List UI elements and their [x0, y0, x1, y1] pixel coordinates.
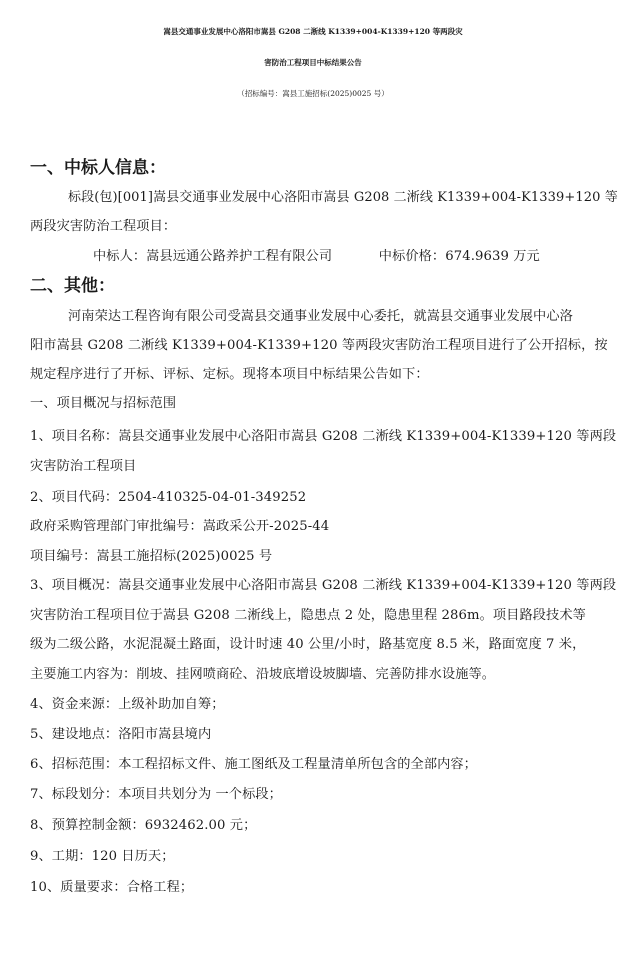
body-line: 8、预算控制金额：6932462.00 元；: [30, 818, 257, 833]
body-line: 1、项目名称：嵩县交通事业发展中心洛阳市嵩县 G208 二淅线 K1339+004-K1339+120 等两段: [30, 429, 617, 444]
body-line: 主要施工内容为：削坡、挂网喷商砼、沿坡底增设坡脚墙、完善防排水设施等。: [30, 667, 496, 682]
body-line: 2、项目代码：2504-410325-04-01-349252: [30, 490, 307, 505]
body-line: 阳市嵩县 G208 二淅线 K1339+004-K1339+120 等两段灾害防治工程项目进行了公开招标，按: [30, 338, 608, 353]
body-line: 7、标段划分：本项目共划分为 一个标段；: [30, 787, 282, 802]
other-heading: 二、其他：: [30, 276, 115, 296]
body-line: 灾害防治工程项目: [30, 459, 137, 474]
lot-line-2: 两段灾害防治工程项目：: [30, 219, 177, 234]
body-line: 5、建设地点：洛阳市嵩县境内: [30, 727, 212, 742]
title-line-1: 嵩县交通事业发展中心洛阳市嵩县 G208 二淅线 K1339+004-K1339+120 等两段灾: [163, 27, 463, 36]
winner-label: 中标人：: [93, 249, 147, 264]
body-line: 灾害防治工程项目位于嵩县 G208 二淅线上，隐患点 2 处，隐患里程 286m。项目路段技术等: [30, 608, 586, 623]
body-line: 9、工期：120 日历天；: [30, 849, 175, 864]
price-label: 中标价格：: [378, 249, 446, 264]
lot-line-1: 标段(包)[001]嵩县交通事业发展中心洛阳市嵩县 G208 二淅线 K1339+004-K1339+120 等: [68, 190, 618, 205]
winner-name: 嵩县远通公路养护工程有限公司: [146, 249, 333, 264]
winner-heading: 一、中标人信息：: [30, 158, 166, 178]
body-line: 政府采购管理部门审批编号：嵩政采公开-2025-44: [30, 519, 330, 534]
body-line: 3、项目概况：嵩县交通事业发展中心洛阳市嵩县 G208 二淅线 K1339+004-K1339+120 等两段: [30, 578, 617, 593]
body-line: 级为二级公路，水泥混凝土路面，设计时速 40 公里/小时，路基宽度 8.5 米，路面宽度 7 米，: [30, 637, 586, 652]
tender-number: （招标编号：嵩县工施招标(2025)0025 号）: [237, 89, 389, 98]
winner-row: [93, 245, 540, 264]
body-line: 河南荣达工程咨询有限公司受嵩县交通事业发展中心委托，就嵩县交通事业发展中心洛: [68, 309, 573, 324]
body-line: 4、资金来源：上级补助加自筹；: [30, 697, 225, 712]
body-line: 6、招标范围：本工程招标文件、施工图纸及工程量清单所包含的全部内容；: [30, 757, 477, 772]
body-line: 一、项目概况与招标范围: [30, 396, 177, 411]
price-value: 674.9639 万元: [445, 249, 540, 264]
body-line: 规定程序进行了开标、评标、定标。现将本项目中标结果公告如下：: [30, 367, 429, 382]
title-line-2: 害防治工程项目中标结果公告: [264, 58, 362, 67]
body-line: 10、质量要求：合格工程；: [30, 880, 194, 895]
body-line: 项目编号：嵩县工施招标(2025)0025 号: [30, 549, 273, 564]
